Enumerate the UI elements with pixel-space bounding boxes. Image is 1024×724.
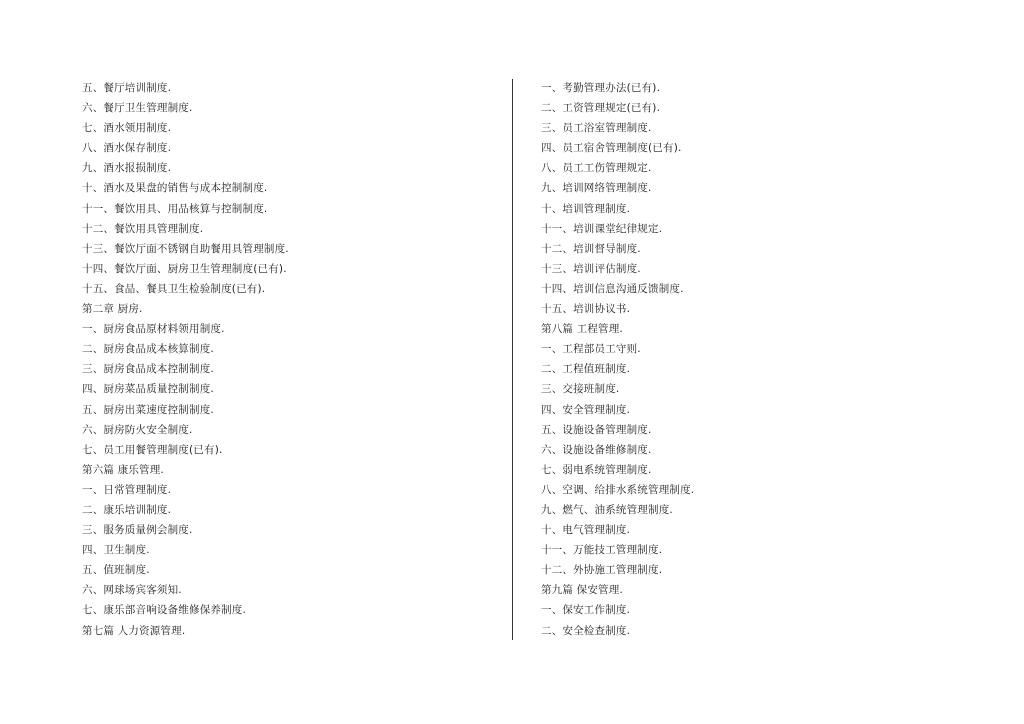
list-item: 三、厨房食品成本控制制度. — [82, 363, 214, 376]
list-item: 十一、万能技工管理制度. — [541, 544, 663, 557]
list-item: 三、交接班制度. — [541, 383, 620, 396]
list-item: 十、电气管理制度. — [541, 524, 631, 537]
list-item: 八、员工工伤管理规定. — [541, 162, 652, 175]
list-item: 十五、培训协议书. — [541, 303, 631, 316]
list-item: 五、值班制度. — [82, 564, 150, 577]
list-item: 二、安全检查制度. — [541, 624, 631, 637]
list-item: 十四、餐饮厅面、厨房卫生管理制度(已有). — [82, 262, 287, 275]
list-item: 十一、餐饮用具、用品核算与控制制度. — [82, 202, 268, 215]
list-item: 二、康乐培训制度. — [82, 503, 172, 516]
list-item: 六、设施设备维修制度. — [541, 443, 652, 456]
list-item: 二、工资管理规定(已有). — [541, 102, 661, 115]
list-item: 七、弱电系统管理制度. — [541, 463, 652, 476]
list-item: 八、酒水保存制度. — [82, 142, 172, 155]
list-item: 十、酒水及果盘的销售与成本控制制度. — [82, 182, 268, 195]
list-item: 一、保安工作制度. — [541, 604, 631, 617]
section-heading: 第七篇 人力资源管理. — [82, 624, 186, 637]
list-item: 一、考勤管理办法(已有). — [541, 82, 661, 94]
column-divider — [512, 79, 513, 640]
list-item: 九、培训网络管理制度. — [541, 182, 652, 195]
list-item: 八、空调、给排水系统管理制度. — [541, 483, 695, 496]
list-item: 十一、培训课堂纪律规定. — [541, 222, 663, 235]
list-item: 十二、外协施工管理制度. — [541, 564, 663, 577]
list-item: 十五、食品、餐具卫生检验制度(已有). — [82, 282, 266, 295]
list-item: 五、厨房出菜速度控制制度. — [82, 403, 214, 416]
section-heading: 第九篇 保安管理. — [541, 584, 623, 597]
list-item: 十二、餐饮用具管理制度. — [82, 222, 204, 235]
list-item: 七、员工用餐管理制度(已有). — [82, 443, 223, 456]
list-item: 二、工程值班制度. — [541, 363, 631, 376]
list-item: 三、员工浴室管理制度. — [541, 122, 652, 135]
list-item: 十四、培训信息沟通反馈制度. — [541, 282, 684, 295]
list-item: 四、员工宿舍管理制度(已有). — [541, 142, 682, 155]
list-item: 五、餐厅培训制度. — [82, 82, 172, 94]
list-item: 五、设施设备管理制度. — [541, 423, 652, 436]
list-item: 十三、餐饮厅面不锈钢自助餐用具管理制度. — [82, 242, 289, 255]
list-item: 七、酒水领用制度. — [82, 122, 172, 135]
section-heading: 第六篇 康乐管理. — [82, 463, 164, 476]
list-item: 四、安全管理制度. — [541, 403, 631, 416]
section-heading: 第二章 厨房. — [82, 303, 143, 316]
list-item: 三、服务质量例会制度. — [82, 524, 193, 537]
list-item: 十三、培训评估制度. — [541, 262, 641, 275]
list-item: 二、厨房食品成本核算制度. — [82, 343, 214, 356]
list-item: 六、网球场宾客须知. — [82, 584, 182, 597]
list-item: 九、燃气、油系统管理制度. — [541, 503, 673, 516]
list-item: 六、厨房防火安全制度. — [82, 423, 193, 436]
list-item: 一、日常管理制度. — [82, 483, 172, 496]
left-column — [82, 78, 502, 641]
list-item: 一、工程部员工守则. — [541, 343, 641, 356]
right-column — [541, 78, 961, 641]
list-item: 七、康乐部音响设备维修保养制度. — [82, 604, 247, 617]
list-item: 十、培训管理制度. — [541, 202, 631, 215]
list-item: 十二、培训督导制度. — [541, 242, 641, 255]
section-heading: 第八篇 工程管理. — [541, 323, 623, 336]
list-item: 四、卫生制度. — [82, 544, 150, 557]
list-item: 六、餐厅卫生管理制度. — [82, 102, 193, 115]
list-item: 四、厨房菜品质量控制制度. — [82, 383, 214, 396]
list-item: 一、厨房食品原材料领用制度. — [82, 323, 225, 336]
list-item: 九、酒水报损制度. — [82, 162, 172, 175]
